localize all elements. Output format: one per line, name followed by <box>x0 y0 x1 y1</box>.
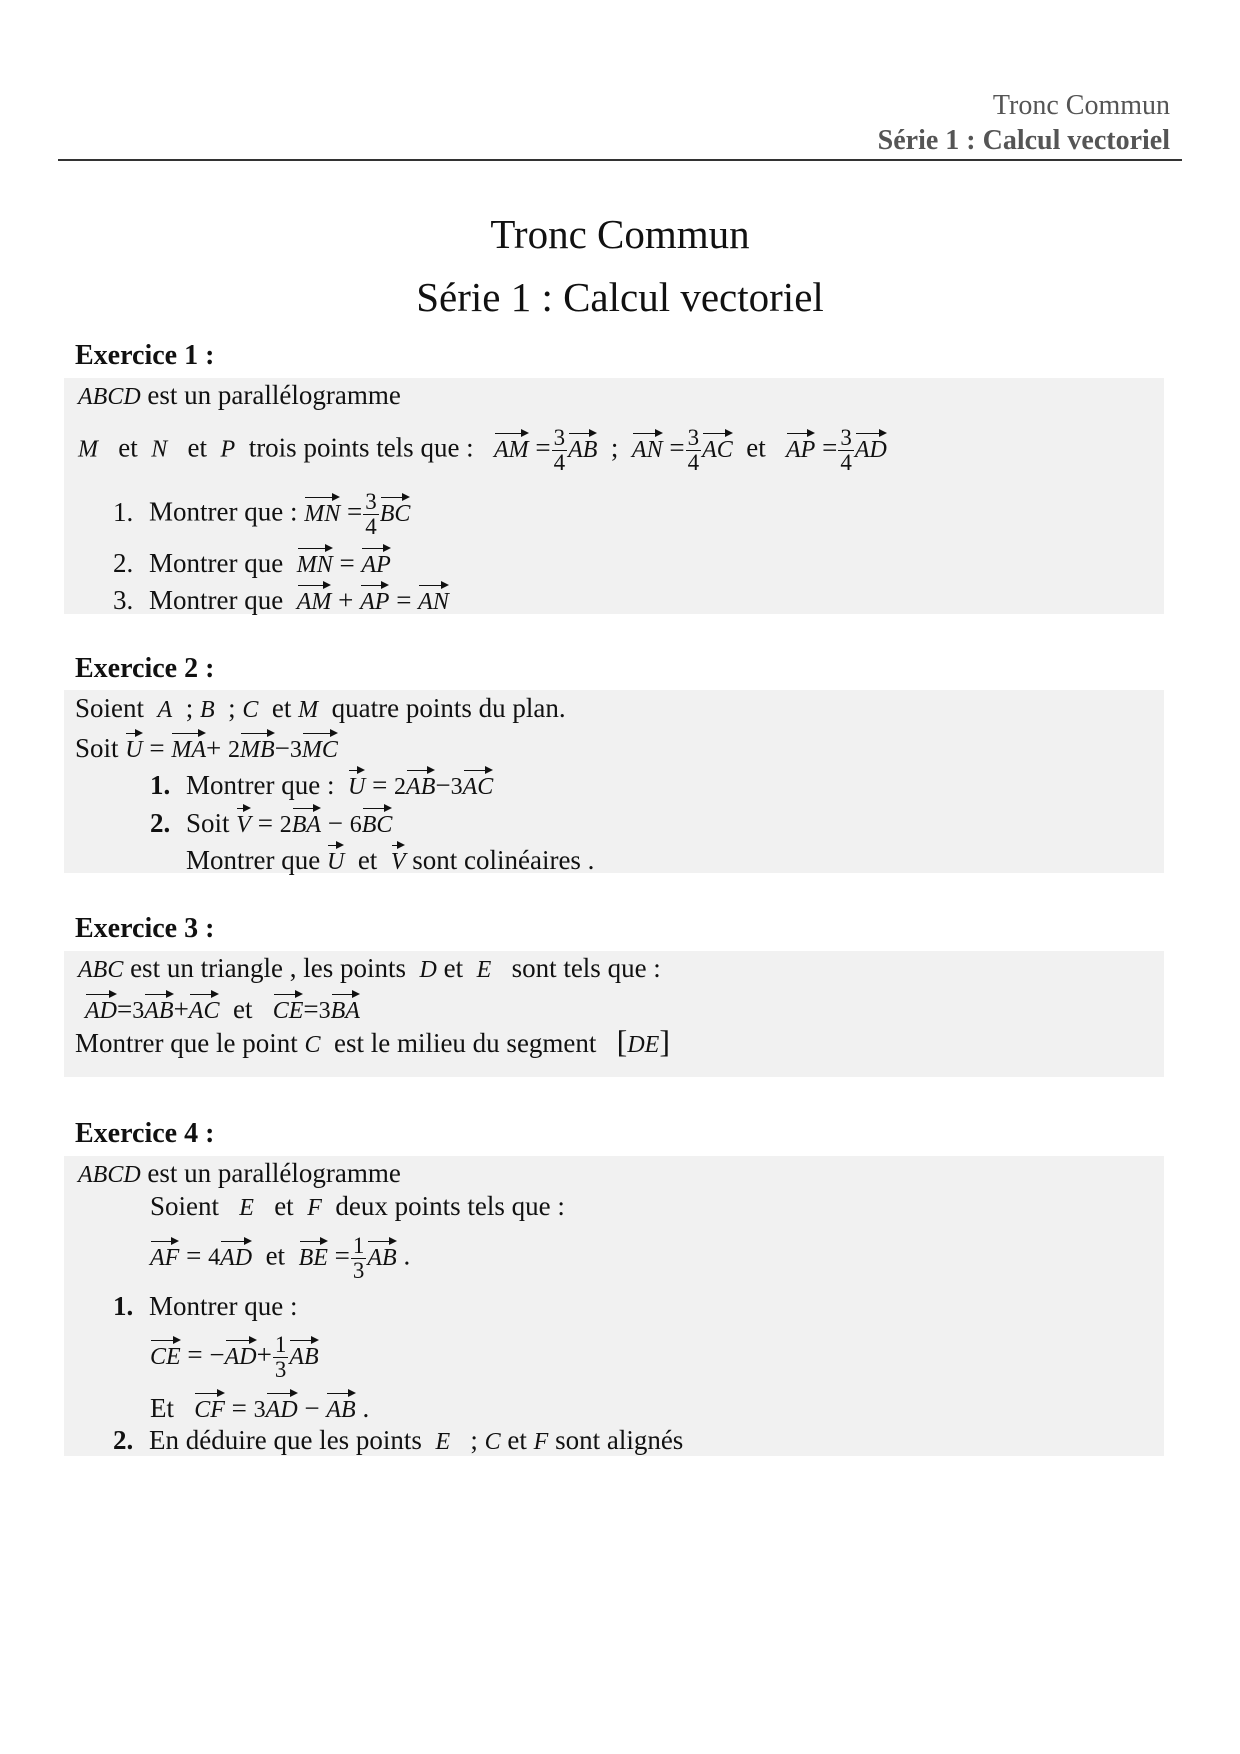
ex2-item-2-cont: Montrer que U et V sont colinéaires . <box>186 842 594 878</box>
fraction-3-4: $\frac{3}{4}$ <box>553 425 566 475</box>
ex2-item-2: 2. Soit V = 2BA − 6BC <box>150 805 392 841</box>
document-subtitle: Série 1 : Calcul vectoriel <box>416 274 824 320</box>
ex4-line-3: AF = 4AD et BE = $\frac{1}{3}$ AB . <box>150 1233 411 1283</box>
ex4-line-1: ABCD est un parallélogramme <box>78 1158 401 1188</box>
ex1-item-3: 3. Montrer que AM + AP = AN <box>113 582 449 618</box>
ex1-item-1: 1. Montrer que : MN = $\frac{3}{4}$ BC <box>113 489 411 539</box>
ex4-line-2: Soient E et F deux points tels que : <box>150 1191 565 1221</box>
exercise-4-title: Exercice 4 : <box>75 1118 215 1149</box>
ex3-line-2: AD=3AB+AC et CE=3BA <box>85 991 360 1027</box>
running-header <box>878 88 1170 158</box>
exercise-1-title: Exercice 1 : <box>75 340 215 371</box>
ex1-line-1: ABCD est un parallélogramme <box>78 380 401 410</box>
header-rule <box>58 159 1182 161</box>
ex3-line-3: Montrer que le point C est le milieu du segment [DE] <box>75 1023 670 1059</box>
math-abcd: ABCD <box>78 384 141 410</box>
header-course: Tronc Commun <box>992 90 1170 121</box>
document-title: Tronc Commun <box>490 211 750 257</box>
ex4-item-1-eq-1: CE = −AD+ $\frac{1}{3}$ AB <box>150 1332 319 1382</box>
exercise-3-title: Exercice 3 : <box>75 913 215 944</box>
exercise-2-title: Exercice 2 : <box>75 653 215 684</box>
ex2-item-1: 1. Montrer que : U = 2AB−3AC <box>150 767 493 803</box>
header-series: Série 1 : Calcul vectoriel <box>877 125 1170 156</box>
ex4-item-2: 2. En déduire que les points E ; C et F sont alignés <box>113 1425 684 1455</box>
ex2-line-2: Soit U = MA+ 2MB−3MC <box>75 730 338 766</box>
vec-AM: AM <box>494 430 529 466</box>
ex4-item-1: 1. Montrer que : <box>113 1291 298 1321</box>
ex3-line-1: ABC est un triangle , les points D et E sont tels que : <box>78 953 661 983</box>
ex1-line-2: M et N et P trois points tels que : AM = $\frac{3}{4}$ AB ; AN = $\frac{3}{4}$ AC et AP = $\frac{3}{4}$ AD <box>78 425 887 475</box>
ex1-item-2: 2. Montrer que MN = AP <box>113 545 391 581</box>
ex4-item-1-eq-2: Et CF = 3AD − AB . <box>150 1390 369 1426</box>
ex2-line-1: Soient A ; B ; C et M quatre points du plan. <box>75 693 566 723</box>
